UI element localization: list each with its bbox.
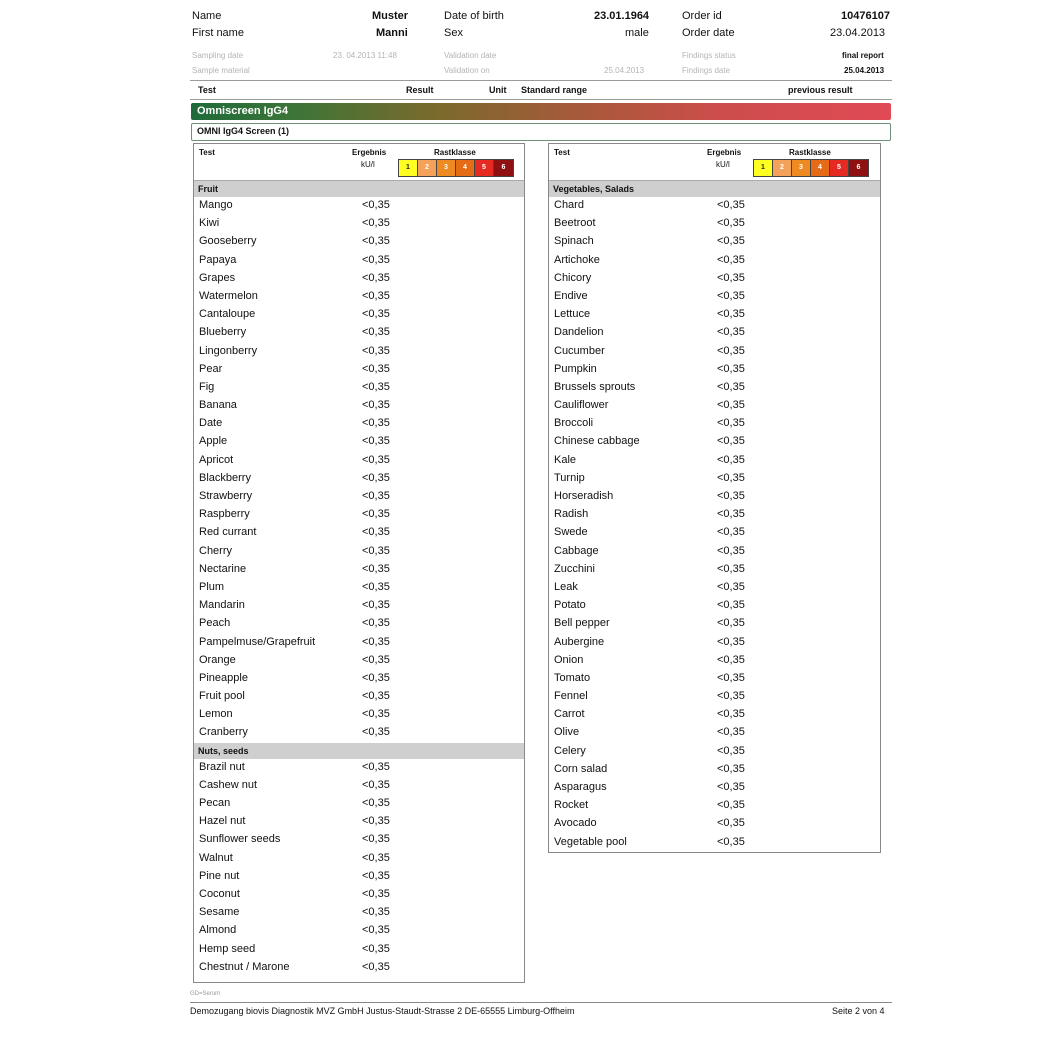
table-header-rastklasse: Rastklasse	[434, 148, 476, 157]
table-row	[194, 706, 524, 724]
test-result: <0,35	[717, 253, 745, 266]
order-id-value: 10476107	[841, 10, 890, 22]
test-result: <0,35	[362, 271, 390, 284]
table-row	[549, 488, 880, 506]
table-header-rastklasse: Rastklasse	[789, 148, 831, 157]
test-result: <0,35	[362, 253, 390, 266]
screen-title: OMNI IgG4 Screen (1)	[197, 126, 290, 136]
test-result: <0,35	[362, 690, 390, 703]
section-header: Fruit	[194, 181, 524, 197]
test-name: Gooseberry	[199, 235, 257, 248]
table-row	[194, 922, 524, 940]
rast-class-3: 3	[792, 160, 811, 176]
table-row	[194, 904, 524, 922]
test-result: <0,35	[362, 326, 390, 339]
test-name: Sesame	[199, 906, 240, 919]
test-name: Chard	[554, 199, 584, 211]
test-name: Kiwi	[199, 217, 220, 230]
table-row	[549, 452, 880, 470]
test-result: <0,35	[717, 617, 745, 630]
table-row	[549, 379, 880, 397]
test-name: Brussels sprouts	[554, 380, 636, 393]
test-result: <0,35	[717, 562, 745, 575]
rast-class-5: 5	[830, 160, 849, 176]
test-name: Lingonberry	[199, 344, 258, 357]
table-row	[194, 597, 524, 615]
table-row	[549, 688, 880, 706]
table-row	[194, 831, 524, 849]
test-result: <0,35	[717, 580, 745, 593]
test-result: <0,35	[717, 744, 745, 757]
table-row	[549, 524, 880, 542]
col-unit: Unit	[489, 85, 507, 95]
findings-status-label: Findings status	[682, 51, 736, 60]
test-name: Lettuce	[554, 308, 591, 321]
test-result: <0,35	[717, 271, 745, 284]
test-result: <0,35	[717, 199, 745, 211]
table-header-unit: kU/l	[716, 160, 730, 169]
name-label: Name	[192, 10, 222, 22]
test-result: <0,35	[362, 380, 390, 393]
table-row	[194, 652, 524, 670]
test-result: <0,35	[717, 471, 745, 484]
test-name: Tomato	[554, 671, 591, 684]
test-result: <0,35	[362, 869, 390, 882]
table-row	[194, 270, 524, 288]
validation-date-label: Validation date	[444, 51, 497, 60]
table-row	[549, 197, 880, 215]
test-name: Fruit pool	[199, 690, 245, 703]
test-result: <0,35	[717, 544, 745, 557]
rast-class-1: 1	[754, 160, 773, 176]
table-row	[194, 379, 524, 397]
table-row	[549, 652, 880, 670]
firstname-value: Manni	[376, 27, 408, 39]
table-row	[549, 743, 880, 761]
test-name: Aubergine	[554, 635, 605, 648]
test-result: <0,35	[717, 781, 745, 793]
sampling-date-label: Sampling date	[192, 51, 244, 60]
table-row	[549, 797, 880, 815]
footer-divider	[190, 1002, 892, 1003]
test-result: <0,35	[717, 690, 745, 703]
test-name: Beetroot	[554, 217, 596, 230]
test-name: Cauliflower	[554, 399, 609, 412]
table-row	[194, 415, 524, 433]
test-name: Fig	[199, 380, 215, 393]
table-row	[194, 306, 524, 324]
test-result: <0,35	[717, 490, 745, 502]
test-name: Coconut	[199, 887, 240, 900]
findings-status-value: final report	[842, 51, 884, 60]
table-row	[549, 706, 880, 724]
test-name: Potato	[554, 599, 586, 612]
table-row	[194, 215, 524, 233]
test-result: <0,35	[362, 942, 390, 955]
test-result: <0,35	[362, 797, 390, 809]
test-result: <0,35	[362, 815, 390, 828]
test-result: <0,35	[362, 562, 390, 575]
test-name: Pine nut	[199, 869, 240, 882]
table-header	[549, 144, 880, 181]
table-row	[194, 941, 524, 959]
test-result: <0,35	[362, 308, 390, 321]
table-header-ergebnis: Ergebnis	[707, 148, 742, 157]
table-row	[549, 779, 880, 797]
test-result: <0,35	[362, 906, 390, 919]
table-row	[194, 233, 524, 251]
sample-material-label: Sample material	[192, 66, 250, 75]
test-name: Red currant	[199, 526, 257, 539]
test-name: Rocket	[554, 799, 589, 812]
rast-class-1: 1	[399, 160, 418, 176]
table-row	[194, 343, 524, 361]
table-row	[194, 795, 524, 813]
test-name: Fennel	[554, 690, 588, 703]
test-name: Blackberry	[199, 471, 251, 484]
test-result: <0,35	[362, 599, 390, 612]
table-row	[549, 834, 880, 852]
col-result: Result	[406, 85, 434, 95]
test-name: Avocado	[554, 817, 597, 830]
sex-label: Sex	[444, 27, 463, 39]
test-name: Carrot	[554, 708, 585, 721]
test-result: <0,35	[362, 635, 390, 648]
test-result: <0,35	[362, 453, 390, 466]
test-name: Banana	[199, 399, 237, 412]
test-result: <0,35	[717, 526, 745, 539]
table-row	[194, 252, 524, 270]
table-row	[549, 252, 880, 270]
test-name: Date	[199, 417, 223, 430]
table-row	[549, 343, 880, 361]
dob-value: 23.01.1964	[594, 10, 650, 22]
test-name: Brazil nut	[199, 760, 245, 773]
test-name: Pear	[199, 362, 223, 375]
test-name: Almond	[199, 924, 237, 937]
test-name: Chinese cabbage	[554, 435, 640, 448]
table-row	[549, 615, 880, 633]
test-result: <0,35	[362, 708, 390, 721]
test-name: Strawberry	[199, 490, 253, 502]
test-name: Broccoli	[554, 417, 594, 430]
test-result: <0,35	[362, 490, 390, 502]
table-row	[194, 670, 524, 688]
rast-class-6: 6	[849, 160, 868, 176]
table-row	[194, 959, 524, 977]
test-result: <0,35	[717, 308, 745, 321]
test-name: Cantaloupe	[199, 308, 256, 321]
table-row	[194, 688, 524, 706]
test-result: <0,35	[362, 671, 390, 684]
test-name: Hemp seed	[199, 942, 256, 955]
test-name: Mango	[199, 199, 233, 211]
table-row	[549, 724, 880, 742]
table-row	[549, 306, 880, 324]
test-name: Leak	[554, 580, 578, 593]
test-result: <0,35	[717, 344, 745, 357]
sex-value: male	[625, 27, 649, 39]
test-name: Celery	[554, 744, 586, 757]
test-result: <0,35	[717, 762, 745, 775]
footnote: GD=Serum	[190, 991, 221, 997]
test-name: Walnut	[199, 851, 233, 864]
group-bar-title: Omniscreen IgG4	[197, 105, 289, 117]
table-row	[549, 470, 880, 488]
table-row	[194, 288, 524, 306]
table-row	[194, 850, 524, 868]
table-row	[194, 543, 524, 561]
test-result: <0,35	[362, 924, 390, 937]
right-results-table	[548, 143, 881, 853]
test-name: Peach	[199, 617, 231, 630]
test-name: Turnip	[554, 471, 585, 484]
screen-title-box	[191, 123, 891, 141]
table-row	[549, 433, 880, 451]
test-result: <0,35	[717, 599, 745, 612]
table-row	[194, 452, 524, 470]
test-name: Artichoke	[554, 253, 600, 266]
test-name: Vegetable pool	[554, 835, 627, 848]
test-result: <0,35	[717, 453, 745, 466]
table-row	[194, 615, 524, 633]
table-row	[194, 634, 524, 652]
table-row	[194, 433, 524, 451]
test-result: <0,35	[362, 580, 390, 593]
table-row	[549, 288, 880, 306]
sampling-date-value: 23. 04.2013 11:48	[333, 51, 397, 60]
table-row	[549, 324, 880, 342]
test-result: <0,35	[717, 635, 745, 648]
order-id-label: Order id	[682, 10, 722, 22]
name-value: Muster	[372, 10, 409, 22]
col-standard-range: Standard range	[521, 85, 588, 95]
test-result: <0,35	[362, 960, 390, 973]
test-result: <0,35	[717, 417, 745, 430]
group-bar	[191, 103, 891, 120]
table-row	[549, 361, 880, 379]
test-name: Chestnut / Marone	[199, 960, 290, 973]
table-row	[549, 579, 880, 597]
test-name: Nectarine	[199, 562, 247, 575]
rast-class-3: 3	[437, 160, 456, 176]
table-row	[194, 524, 524, 542]
test-result: <0,35	[362, 417, 390, 430]
rast-scale	[398, 159, 514, 177]
result-column-header	[190, 80, 892, 100]
test-name: Cashew nut	[199, 778, 258, 791]
test-result: <0,35	[717, 708, 745, 721]
table-header	[194, 144, 524, 181]
test-name: Grapes	[199, 271, 236, 284]
rast-class-2: 2	[773, 160, 792, 176]
rast-class-6: 6	[494, 160, 513, 176]
test-result: <0,35	[362, 617, 390, 630]
rast-class-4: 4	[456, 160, 475, 176]
test-result: <0,35	[717, 235, 745, 248]
test-result: <0,35	[362, 289, 390, 302]
test-result: <0,35	[717, 671, 745, 684]
table-row	[549, 670, 880, 688]
table-row	[194, 777, 524, 795]
test-result: <0,35	[362, 653, 390, 666]
table-row	[194, 561, 524, 579]
table-row	[194, 361, 524, 379]
table-row	[194, 470, 524, 488]
test-result: <0,35	[717, 817, 745, 830]
test-name: Spinach	[554, 235, 594, 248]
test-result: <0,35	[717, 362, 745, 375]
test-result: <0,35	[362, 217, 390, 230]
table-row	[194, 886, 524, 904]
validation-on-value: 25.04.2013	[604, 66, 645, 75]
dob-label: Date of birth	[444, 10, 504, 22]
test-result: <0,35	[717, 326, 745, 339]
table-row	[549, 634, 880, 652]
test-result: <0,35	[362, 833, 390, 846]
test-name: Cucumber	[554, 344, 605, 357]
left-results-table	[193, 143, 525, 983]
test-name: Pumpkin	[554, 362, 597, 375]
test-result: <0,35	[717, 435, 745, 448]
test-name: Radish	[554, 508, 589, 521]
test-result: <0,35	[362, 526, 390, 539]
test-result: <0,35	[717, 799, 745, 812]
test-name: Raspberry	[199, 508, 250, 521]
test-result: <0,35	[362, 760, 390, 773]
table-row	[549, 506, 880, 524]
rast-scale	[753, 159, 869, 177]
test-name: Mandarin	[199, 599, 245, 612]
footer-lab: Demozugang biovis Diagnostik MVZ GmbH Justus-Staudt-Strasse 2 DE-65555 Limburg-Offheim	[190, 1006, 575, 1016]
table-row	[194, 197, 524, 215]
firstname-label: First name	[192, 27, 244, 39]
test-result: <0,35	[362, 399, 390, 412]
test-name: Cabbage	[554, 544, 599, 557]
table-row	[549, 597, 880, 615]
table-row	[549, 543, 880, 561]
table-row	[194, 506, 524, 524]
test-result: <0,35	[717, 508, 745, 521]
test-name: Papaya	[199, 253, 237, 266]
test-result: <0,35	[362, 199, 390, 211]
table-row	[549, 215, 880, 233]
test-name: Olive	[554, 726, 580, 739]
table-row	[194, 324, 524, 342]
test-name: Orange	[199, 653, 236, 666]
test-name: Cherry	[199, 544, 233, 557]
test-name: Swede	[554, 526, 588, 539]
table-row	[194, 759, 524, 777]
table-row	[194, 397, 524, 415]
order-date-label: Order date	[682, 27, 735, 39]
test-result: <0,35	[717, 217, 745, 230]
test-name: Horseradish	[554, 490, 614, 502]
table-row	[194, 488, 524, 506]
test-result: <0,35	[362, 235, 390, 248]
test-name: Cranberry	[199, 726, 248, 739]
test-name: Apple	[199, 435, 228, 448]
test-result: <0,35	[717, 726, 745, 739]
rast-class-2: 2	[418, 160, 437, 176]
table-row	[549, 415, 880, 433]
rast-class-4: 4	[811, 160, 830, 176]
test-result: <0,35	[362, 887, 390, 900]
test-name: Blueberry	[199, 326, 247, 339]
test-name: Kale	[554, 453, 577, 466]
test-result: <0,35	[717, 835, 745, 848]
col-test: Test	[198, 85, 216, 95]
table-row	[194, 724, 524, 742]
table-row	[194, 813, 524, 831]
test-result: <0,35	[362, 344, 390, 357]
test-result: <0,35	[362, 471, 390, 484]
test-name: Plum	[199, 580, 225, 593]
test-name: Bell pepper	[554, 617, 610, 630]
table-row	[549, 561, 880, 579]
validation-on-label: Validation on	[444, 66, 490, 75]
rast-class-5: 5	[475, 160, 494, 176]
table-header-ergebnis: Ergebnis	[352, 148, 387, 157]
table-row	[549, 761, 880, 779]
test-result: <0,35	[717, 289, 745, 302]
test-name: Pampelmuse/Grapefruit	[199, 635, 316, 648]
test-result: <0,35	[362, 544, 390, 557]
table-row	[194, 868, 524, 886]
test-result: <0,35	[362, 362, 390, 375]
test-result: <0,35	[362, 726, 390, 739]
test-name: Endive	[554, 289, 588, 302]
table-row	[194, 579, 524, 597]
test-name: Pineapple	[199, 671, 248, 684]
section-header: Vegetables, Salads	[549, 181, 880, 197]
col-previous: previous result	[788, 85, 853, 95]
test-result: <0,35	[717, 380, 745, 393]
test-result: <0,35	[717, 653, 745, 666]
test-name: Lemon	[199, 708, 233, 721]
table-row	[549, 815, 880, 833]
order-date-value: 23.04.2013	[830, 27, 886, 39]
footer-page: Seite 2 von 4	[832, 1006, 885, 1016]
table-header-test: Test	[199, 148, 215, 157]
findings-date-label: Findings date	[682, 66, 731, 75]
test-name: Asparagus	[554, 781, 607, 793]
test-name: Onion	[554, 653, 584, 666]
test-result: <0,35	[362, 508, 390, 521]
test-result: <0,35	[362, 778, 390, 791]
test-name: Zucchini	[554, 562, 595, 575]
table-row	[549, 233, 880, 251]
test-result: <0,35	[362, 851, 390, 864]
test-name: Pecan	[199, 797, 231, 809]
table-header-test: Test	[554, 148, 570, 157]
test-result: <0,35	[362, 435, 390, 448]
table-row	[549, 270, 880, 288]
test-name: Chicory	[554, 271, 592, 284]
table-row	[549, 397, 880, 415]
findings-date-value: 25.04.2013	[844, 66, 885, 75]
table-header-unit: kU/l	[361, 160, 375, 169]
test-name: Corn salad	[554, 762, 608, 775]
test-name: Sunflower seeds	[199, 833, 281, 846]
test-name: Hazel nut	[199, 815, 246, 828]
test-result: <0,35	[717, 399, 745, 412]
test-name: Dandelion	[554, 326, 604, 339]
test-name: Watermelon	[199, 289, 258, 302]
test-name: Apricot	[199, 453, 234, 466]
section-header: Nuts, seeds	[194, 743, 524, 759]
